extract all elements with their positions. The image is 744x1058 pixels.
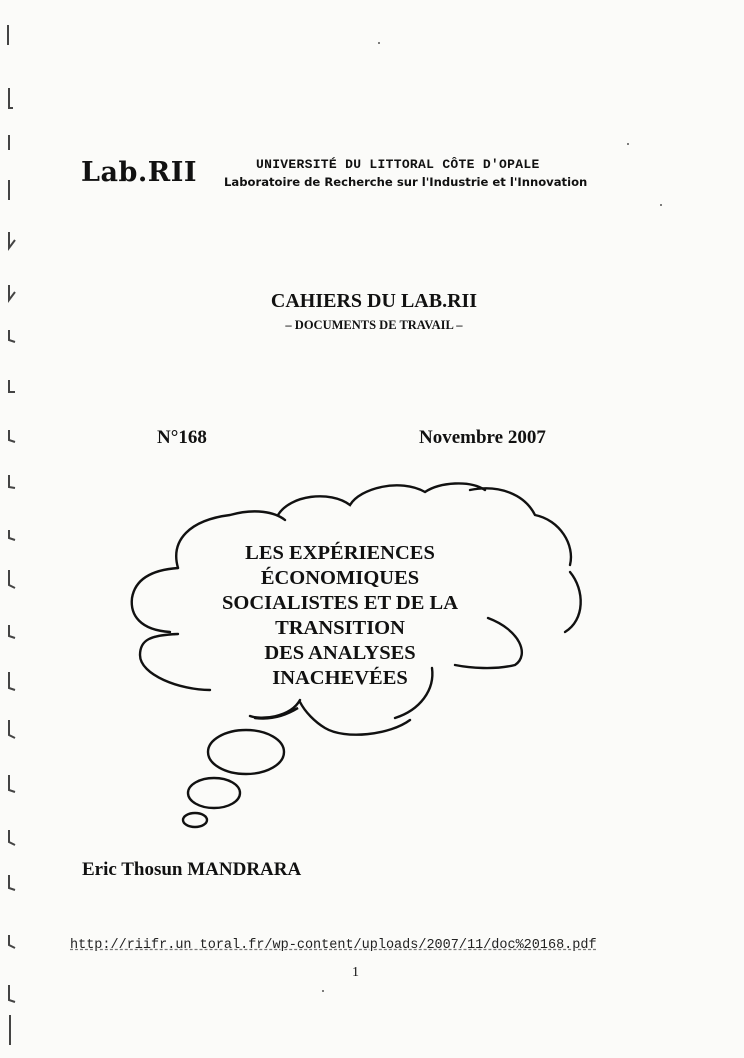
lab-logo: Lab.RII [81,157,197,188]
thought-bubble-small [183,813,207,827]
scan-speck [322,990,324,992]
issue-date: Novembre 2007 [419,427,546,448]
title-line: ÉCONOMIQUES [260,567,420,589]
cloud-outline-top-right [470,488,571,565]
title-line: TRANSITION [275,617,405,639]
paper-title [195,541,485,691]
university-name: UNIVERSITÉ DU LITTORAL CÔTE D'OPALE [256,157,540,172]
thought-bubble-medium [188,778,240,808]
series-title: CAHIERS DU LAB.RII [270,290,478,312]
scan-speck [378,42,380,44]
thought-bubble-large [208,730,284,774]
scan-speck [627,143,629,145]
cloud-outline-right [565,572,581,632]
scan-speck [660,204,662,206]
title-line: INACHEVÉES [272,667,408,689]
issue-number: N°168 [157,427,207,448]
title-line: DES ANALYSES [264,642,416,664]
cloud-outline-bottom [300,702,410,735]
laboratory-name: Laboratoire de Recherche sur l'Industrie et l'Innovation [224,175,588,189]
document-url[interactable]: http://riifr.un toral.fr/wp-content/uploads/2007/11/doc%20168.pdf [70,938,597,953]
cloud-outline-top [278,483,485,515]
title-line: SOCIALISTES ET DE LA [221,592,459,614]
author-name: Eric Thosun MANDRARA [82,859,302,880]
cloud-outline-bottom-left [250,700,300,718]
series-subtitle: – DOCUMENTS DE TRAVAIL – [285,318,463,332]
title-line: LES EXPÉRIENCES [245,542,435,564]
cloud-outline-left [132,568,178,632]
page-number: 1 [352,965,359,980]
